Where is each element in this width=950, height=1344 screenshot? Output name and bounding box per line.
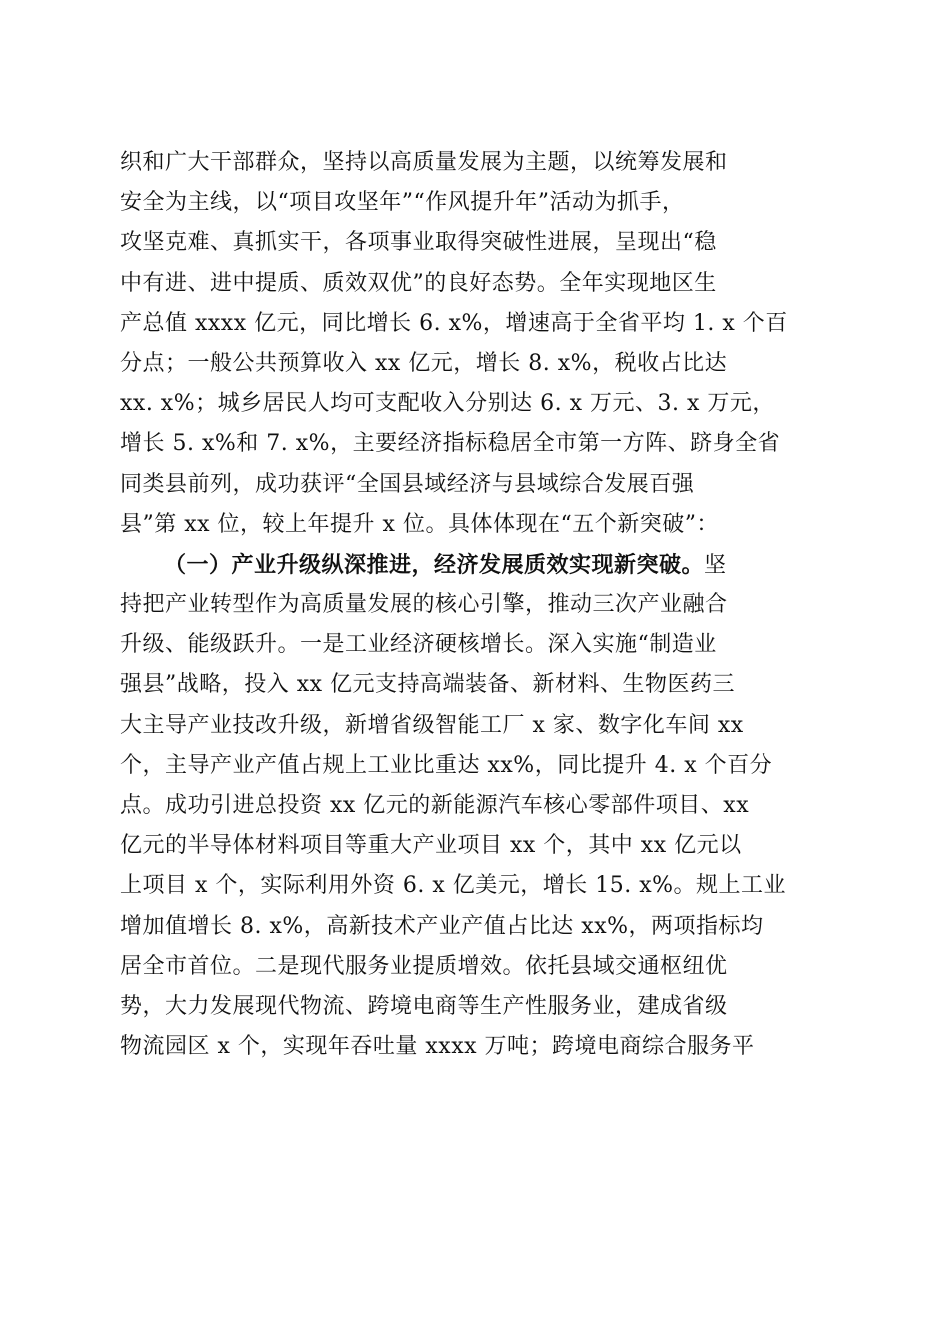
section-heading: （一）产业升级纵深推进，经济发展质效实现新突破。: [164, 551, 705, 578]
document-page: [120, 143, 832, 1067]
text-line: 强县”战略，投入 xx 亿元支持高端装备、新材料、生物医药三: [120, 672, 736, 698]
text-line: xx. x%；城乡居民人均可支配收入分别达 6. x 万元、3. x 万元，: [120, 391, 775, 417]
text-line: 个，主导产业产值占规上工业比重达 xx%，同比提升 4. x 个百分: [120, 752, 773, 778]
text-line: 县”第 xx 位，较上年提升 x 位。具体体现在“五个新突破”：: [120, 511, 719, 537]
section-text: 坚: [704, 552, 727, 578]
text-line: 持把产业转型作为高质量发展的核心引擎，推动三次产业融合: [120, 592, 728, 618]
text-line: 增长 5. x%和 7. x%，主要经济指标稳居全市第一方阵、跻身全省: [120, 431, 781, 457]
text-line: 上项目 x 个，实际利用外资 6. x 亿美元，增长 15. x%。规上工业: [120, 873, 787, 899]
text-line: 点。成功引进总投资 xx 亿元的新能源汽车核心零部件项目、xx: [120, 793, 750, 818]
text-line: 升级、能级跃升。一是工业经济硬核增长。深入实施“制造业: [120, 632, 717, 658]
text-line: 亿元的半导体材料项目等重大产业项目 xx 个，其中 xx 亿元以: [120, 833, 742, 859]
text-line: 大主导产业技改升级，新增省级智能工厂 x 家、数字化车间 xx: [120, 712, 744, 738]
text-line: 中有进、进中提质、质效双优”的良好态势。全年实现地区生: [120, 270, 717, 296]
text-line: 织和广大干部群众，坚持以高质量发展为主题，以统筹发展和: [120, 150, 728, 175]
text-line: 增加值增长 8. x%，高新技术产业产值占比达 xx%，两项指标均: [120, 913, 764, 939]
text-line: 势，大力发展现代物流、跨境电商等生产性服务业，建成省级: [120, 993, 728, 1019]
text-line: 居全市首位。二是现代服务业提质增效。依托县域交通枢纽优: [120, 953, 728, 979]
text-line: 分点；一般公共预算收入 xx 亿元，增长 8. x%，税收占比达: [120, 350, 728, 376]
section-first-line: [120, 545, 832, 585]
text-line: 产总值 xxxx 亿元，同比增长 6. x%，增速高于全省平均 1. x 个百: [120, 310, 788, 336]
text-line: 同类县前列，成功获评“全国县域经济与县域综合发展百强: [120, 471, 695, 497]
text-line: 安全为主线，以“项目攻坚年”“作风提升年”活动为抓手，: [120, 190, 685, 216]
text-line: 物流园区 x 个，实现年吞吐量 xxxx 万吨；跨境电商综合服务平: [120, 1034, 755, 1060]
text-line: 攻坚克难、真抓实干，各项事业取得突破性进展，呈现出“稳: [120, 230, 717, 256]
